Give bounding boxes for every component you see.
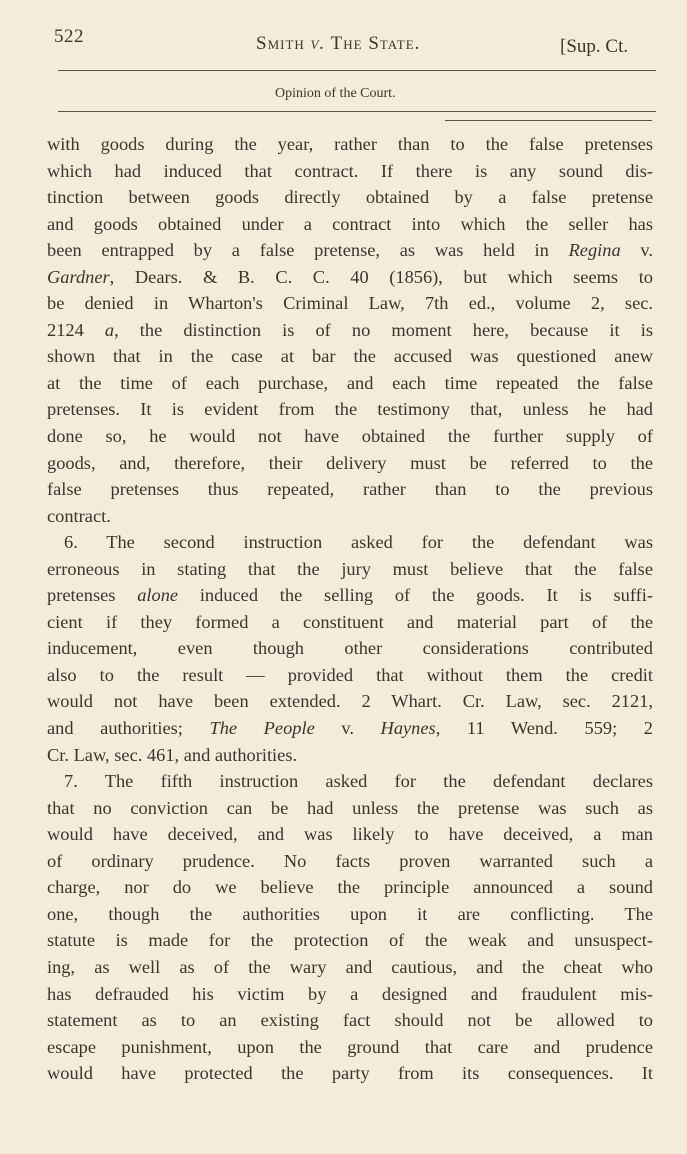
text-line: pretenses alone induced the selling of the goods. It is suffi- [47, 585, 653, 606]
subheader-rule-short [445, 120, 652, 121]
text-line: shown that in the case at bar the accused was questioned anew [47, 346, 653, 367]
text-line: that no conviction can be had unless the pretense was such as [47, 797, 653, 818]
text-line: tinction between goods directly obtained by a false pretense [47, 187, 653, 208]
text-line: false pretenses thus repeated, rather than to the previous [47, 479, 653, 500]
text-line: would have deceived, and was likely to have deceived, a man [47, 824, 653, 845]
text-line: with goods during the year, rather than to the false pretenses [47, 134, 653, 154]
text-line: contract. [47, 505, 111, 526]
text-line: has defrauded his victim by a designed and fraudulent mis- [47, 983, 653, 1004]
text-line: and goods obtained under a contract into which the seller has [47, 213, 653, 234]
text-line: be denied in Wharton's Criminal Law, 7th ed., volume 2, sec. [47, 293, 653, 314]
text-line: pretenses. It is evident from the testimony that, unless he had [47, 399, 653, 420]
text-line: escape punishment, upon the ground that care and prudence [47, 1036, 653, 1057]
paragraph-start-line: 7. The fifth instruction asked for the defendant declares [64, 771, 653, 792]
text-line: at the time of each purchase, and each time repeated the false [47, 372, 653, 393]
text-line: goods, and, therefore, their delivery must be referred to the [47, 452, 653, 473]
text-line: one, though the authorities upon it are conflicting. The [47, 903, 653, 924]
text-line: 2124 a, the distinction is of no moment here, because it is [47, 319, 653, 340]
text-line: would have protected the party from its consequences. It [47, 1063, 653, 1084]
text-line: inducement, even though other considerations contributed [47, 638, 653, 659]
text-line: Gardner, Dears. & B. C. C. 40 (1856), but which seems to [47, 266, 653, 287]
header-rule [58, 70, 656, 71]
court-label: [Sup. Ct. [560, 36, 629, 57]
page-number: 522 [54, 26, 84, 47]
text-line: been entrapped by a false pretense, as was held in Regina v. [47, 240, 653, 261]
text-line: charge, nor do we believe the principle announced a sound [47, 877, 653, 898]
text-line: of ordinary prudence. No facts proven warranted such a [47, 850, 653, 871]
text-line: which had induced that contract. If there is any sound dis- [47, 160, 653, 181]
text-line: statement as to an existing fact should not be allowed to [47, 1010, 653, 1031]
text-line: Cr. Law, sec. 461, and authorities. [47, 744, 298, 765]
section-label: Opinion of the Court. [275, 86, 396, 101]
text-line: and authorities; The People v. Haynes, 11 Wend. 559; 2 [47, 718, 653, 739]
case-title: Smith v. The State. [256, 33, 421, 54]
text-line: also to the result — provided that without them the credit [47, 664, 653, 685]
text-line: would not have been extended. 2 Whart. Cr. Law, sec. 2121, [47, 691, 653, 712]
text-line: cient if they formed a constituent and material part of the [47, 611, 653, 632]
subheader-rule [58, 111, 656, 112]
text-line: statute is made for the protection of the weak and unsuspect- [47, 930, 653, 951]
text-line: ing, as well as of the wary and cautious, and the cheat who [47, 956, 653, 977]
paragraph-start-line: 6. The second instruction asked for the defendant was [64, 532, 653, 553]
text-line: erroneous in stating that the jury must believe that the false [47, 558, 653, 579]
text-line: done so, he would not have obtained the further supply of [47, 426, 653, 447]
opinion-text [47, 131, 653, 1087]
